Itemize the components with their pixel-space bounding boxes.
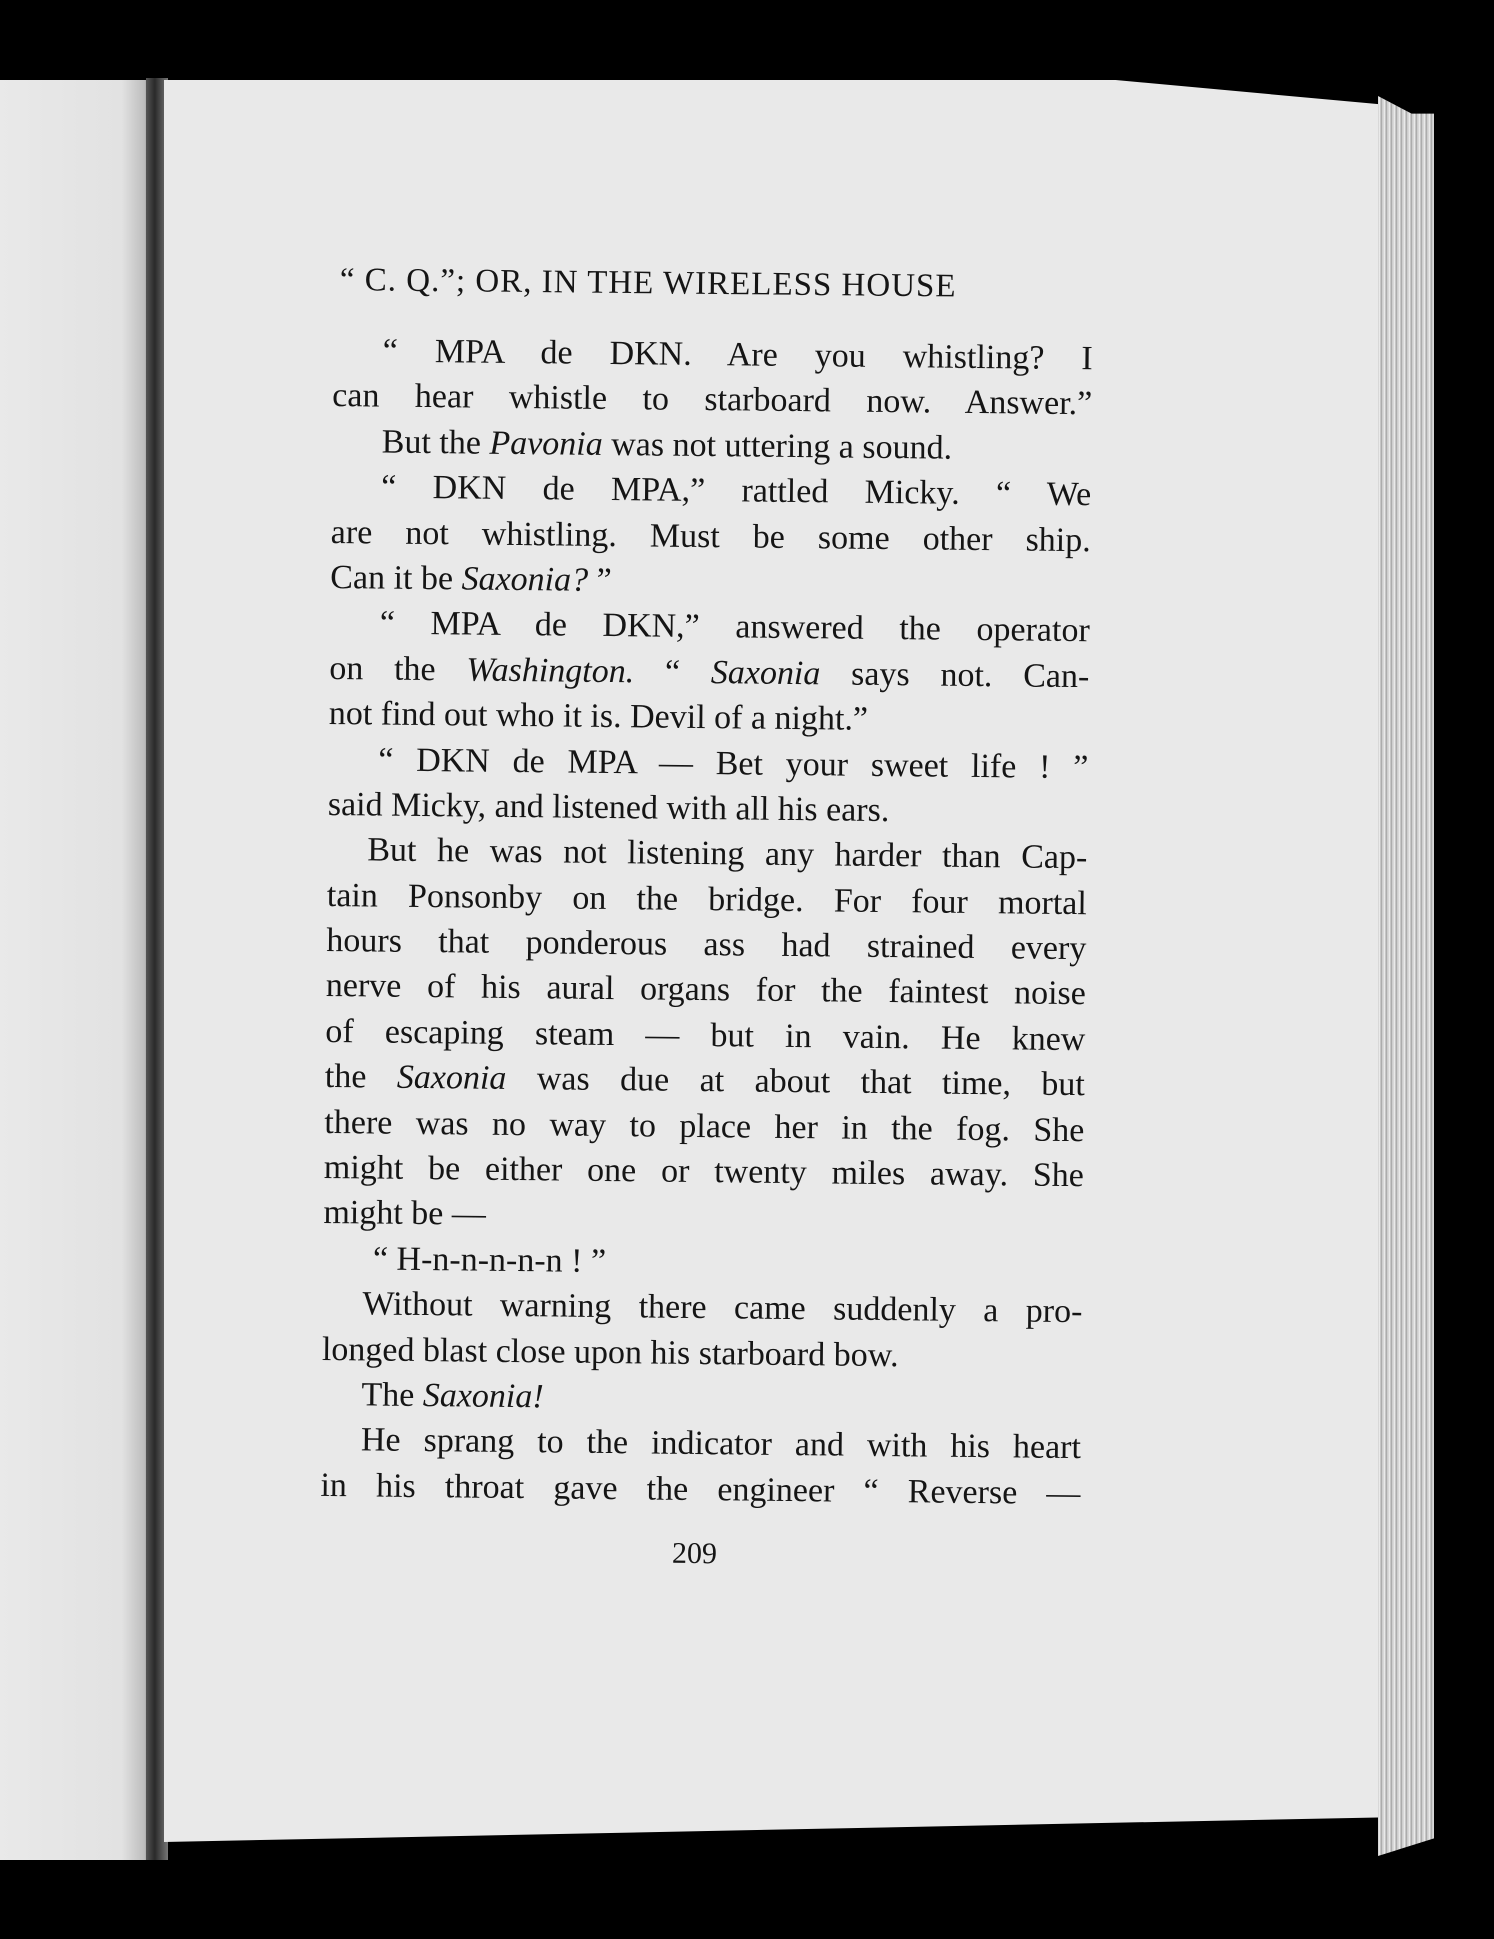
- italic-text: Saxonia!: [422, 1377, 544, 1416]
- text-line: [327, 873, 1087, 927]
- text-run: “ MPA de DKN,” answered the operator: [379, 604, 1090, 650]
- text-run: might be either one or twenty miles away. She: [323, 1148, 1085, 1195]
- text-run: of escaping steam — but in vain. He knew: [325, 1012, 1086, 1059]
- text-line: [330, 555, 1090, 609]
- text-line: [323, 1190, 1083, 1244]
- text-run: in his throat gave the engineer “ Reverse —: [320, 1466, 1081, 1512]
- text-line: [324, 1145, 1084, 1199]
- page-stack-edge: [1378, 96, 1434, 1856]
- italic-text: Saxonia?: [461, 560, 589, 599]
- running-head: “ C. Q.”; OR, IN THE WIRELESS HOUSE: [339, 262, 957, 305]
- text-line: [321, 1372, 1081, 1426]
- text-line: [332, 419, 1092, 473]
- text-line: [329, 646, 1089, 700]
- text-line: [331, 464, 1091, 518]
- italic-text: Saxonia: [396, 1058, 507, 1098]
- text-run: The: [361, 1376, 424, 1415]
- text-run: might be —: [323, 1194, 487, 1234]
- body-text: [320, 328, 1093, 1516]
- text-line: [321, 1417, 1081, 1471]
- text-run: can hear whistle to starboard now. Answer.”: [332, 377, 1093, 423]
- text-line: [326, 963, 1086, 1017]
- text-run: there was no way to place her in the fog. She: [324, 1103, 1085, 1149]
- text-run: nerve of his aural organs for the faintest noise: [325, 967, 1087, 1013]
- italic-text: Saxonia: [710, 653, 821, 693]
- text-line: [333, 328, 1093, 382]
- text-line: [325, 1009, 1085, 1063]
- text-run: says not. Can-: [820, 655, 1090, 695]
- text-line: [329, 691, 1089, 745]
- text-run: “ H-n-n-n-n-n ! ”: [372, 1240, 607, 1280]
- text-run: “ DKN de MPA — Bet your sweet life ! ”: [378, 741, 1089, 786]
- text-run: tain Ponsonby on the bridge. For four mortal: [326, 876, 1088, 922]
- text-line: [328, 736, 1088, 790]
- text-run: was due at about that time, but: [506, 1060, 1086, 1104]
- text-line: [328, 782, 1088, 836]
- text-run: ”: [587, 561, 612, 599]
- text-line: [322, 1327, 1082, 1381]
- text-line: [323, 1236, 1083, 1290]
- text-line: [325, 1054, 1085, 1108]
- text-line: [324, 1100, 1084, 1154]
- text-run: hours that ponderous ass had strained every: [326, 922, 1087, 968]
- text-run: are not whistling. Must be some other ship.: [330, 513, 1091, 559]
- text-run: on the: [329, 649, 467, 689]
- italic-text: Pavonia: [489, 424, 603, 463]
- text-run: Can it be: [330, 558, 462, 598]
- page-number: 209: [671, 1536, 718, 1571]
- text-run: He sprang to the indicator and with his heart: [360, 1421, 1082, 1467]
- text-run: not find out who it is. Devil of a night.”: [328, 695, 869, 738]
- text-run: longed blast close upon his starboard bow.: [321, 1330, 899, 1374]
- text-run: said Micky, and listened with all his ears.: [327, 785, 890, 829]
- facing-page-edge: [0, 80, 152, 1860]
- text-run: But he was not listening any harder than Cap-: [367, 831, 1088, 877]
- text-line: [330, 600, 1090, 654]
- text-run: Without warning there came suddenly a pro-: [362, 1285, 1083, 1331]
- text-run: “ DKN de MPA,” rattled Micky. “ We: [381, 468, 1092, 514]
- text-run: But the: [381, 423, 490, 462]
- text-line: [320, 1463, 1080, 1517]
- text-line: [332, 373, 1092, 427]
- text-run: the: [324, 1058, 398, 1096]
- text-run: was not uttering a sound.: [602, 425, 953, 467]
- text-run: “: [634, 653, 712, 691]
- text-line: [327, 827, 1087, 881]
- text-line: [331, 510, 1091, 564]
- text-line: [322, 1281, 1082, 1335]
- italic-text: Washington.: [466, 651, 635, 691]
- text-line: [326, 918, 1086, 972]
- text-run: “ MPA de DKN. Are you whistling? I: [382, 332, 1093, 378]
